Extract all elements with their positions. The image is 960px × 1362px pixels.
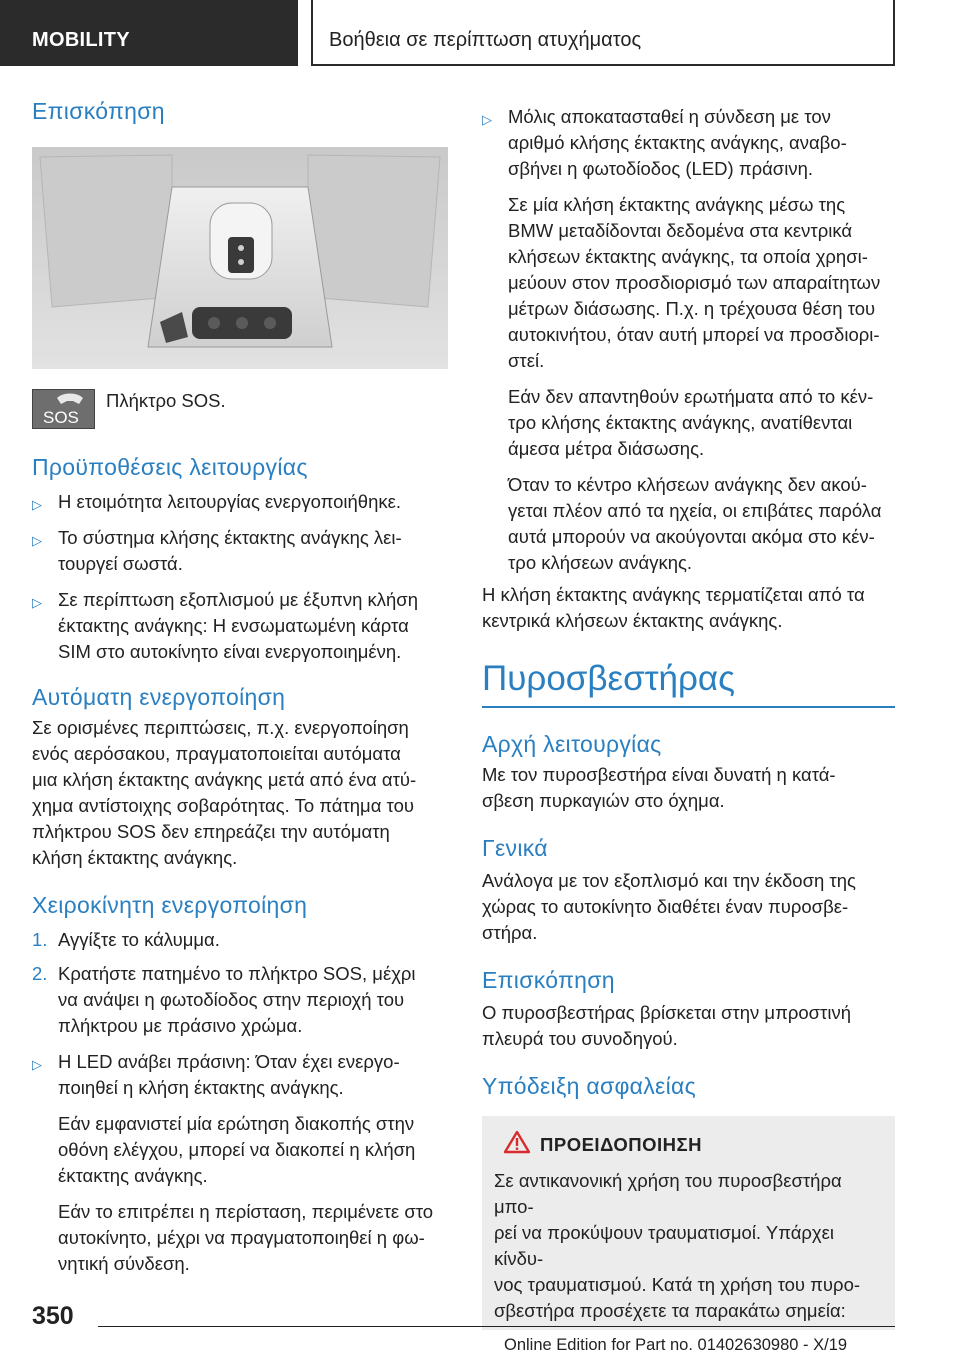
safety-heading: Υπόδειξη ασφαλείας: [482, 1073, 696, 1099]
right-column: [482, 104, 895, 1330]
warning-triangle-icon: [504, 1130, 530, 1161]
auto-activation-heading: Αυτόματη ενεργοποίηση: [32, 684, 286, 710]
warning-box: [482, 1116, 895, 1330]
sos-caption: Πλήκτρο SOS.: [106, 390, 226, 411]
section-label: MOBILITY: [32, 29, 130, 51]
step-item: 1. Αγγίξτε το κάλυμμα.: [32, 929, 220, 950]
roof-console-illustration: [32, 147, 448, 369]
general-text: Ανάλογα με τον εξοπλισμό και την έκδοση της χώρας το αυτοκίνητο διαθέτει έναν πυροσβε- στήρα.: [482, 870, 856, 943]
chapter-label: Βοήθεια σε περίπτωση ατυχήματος: [329, 29, 642, 51]
triangle-bullet-icon: ▷: [32, 1057, 42, 1072]
page-number: 350: [32, 1302, 74, 1330]
step-item: 2. Κρατήστε πατημένο το πλήκτρο SOS, μέχρι να ανάψει η φωτοδίοδος στην περιοχή του πλήκτρου με πράσινο χρώμα.: [32, 963, 416, 1036]
extinguisher-overview-text: Ο πυροσβεστήρας βρίσκεται στην μπροστινή πλευρά του συνοδηγού.: [482, 1002, 852, 1049]
overview-heading: Επισκόπηση: [32, 98, 165, 124]
led-paragraph: Εάν το επιτρέπει η περίσταση, περιμένετε στο αυτοκίνητο, μέχρι να πραγματοποιηθεί η φω- νητική σύνδεση.: [58, 1201, 434, 1274]
prereq-item: ▷ Η ετοιμότητα λειτουργίας ενεργοποιήθηκε.: [32, 489, 448, 515]
triangle-bullet-icon: ▷: [32, 497, 42, 512]
extinguisher-overview-heading: Επισκόπηση: [482, 967, 615, 993]
speaker-paragraph: Όταν το κέντρο κλήσεων ανάγκης δεν ακού- γεται πλέον από τα ηχεία, οι επιβάτες παρόλα αυτά μπορούν να ακούγονται ακόμα στο κέν- τρο κλήσεων ανάγκης.: [508, 474, 882, 573]
left-column: [32, 95, 448, 1277]
edition-text: Online Edition for Part no. 01402630980 - X/19: [504, 1336, 848, 1354]
sos-key-row: [32, 389, 448, 451]
sos-phone-icon: [32, 389, 95, 429]
prereq-item: ▷ Το σύστημα κλήσης έκτακτης ανάγκης λει- τουργεί σωστά.: [32, 527, 402, 574]
connection-bullet: ▷ Μόλις αποκατασταθεί η σύνδεση με τον αριθμό κλήσης έκτακτης ανάγκης, αναβο- σβήνει η φωτοδίοδος (LED) πράσινη.: [482, 106, 847, 179]
svg-text:SOS: SOS: [43, 408, 79, 427]
call-end-text: Η κλήση έκτακτης ανάγκης τερματίζεται από τα κεντρικά κλήσεων έκτακτης ανάγκης.: [482, 584, 865, 631]
triangle-bullet-icon: ▷: [32, 595, 42, 610]
warning-title: ΠΡΟΕΙΔΟΠΟΙΗΣΗ: [494, 1132, 885, 1158]
led-bullet: ▷ Η LED ανάβει πράσινη: Όταν έχει ενεργο- ποιηθεί η κλήση έκτακτης ανάγκης.: [32, 1051, 400, 1098]
auto-activation-text: Σε ορισμένες περιπτώσεις, π.χ. ενεργοποίηση ενός αερόσακου, πραγματοποιείται αυτόματα μια κλήση έκτακτης ανάγκης μετά από ένα ατύ- χημα αντίστοιχης σοβαρότητας. Το πάτημα του πλήκτρου SOS δεν επηρεάζει την αυτόματη κλήση έκτακτης ανάγκης.: [32, 717, 417, 868]
triangle-bullet-icon: ▷: [32, 533, 42, 548]
warning-text: Σε αντικανονική χρήση του πυροσβεστήρα μπο- ρεί να προκύψουν τραυματισμοί. Υπάρχει κίνδυ- νος τραυματισμού. Κατά τη χρήση του πυρο- σβεστήρα προσέχετε τα παρακάτω σημεία:: [494, 1170, 861, 1321]
general-heading: Γενικά: [482, 835, 548, 861]
prereq-item: ▷ Σε περίπτωση εξοπλισμού με έξυπνη κλήση έκτακτης ανάγκης: Η ενσωματωμένη κάρτα SIM στο αυτοκίνητο είναι ενεργοποιημένη.: [32, 589, 419, 662]
section-tab: [0, 0, 298, 66]
triangle-bullet-icon: ▷: [482, 112, 492, 127]
footer-divider: [98, 1326, 895, 1327]
rescue-paragraph: Εάν δεν απαντηθούν ερωτήματα από το κέν- τρο κλήσης έκτακτης ανάγκης, ανατίθενται άμεσα μέτρα διάσωσης.: [508, 386, 874, 459]
page-header: [0, 0, 960, 66]
principle-heading: Αρχή λειτουργίας: [482, 731, 662, 757]
prereq-heading: Προϋποθέσεις λειτουργίας: [32, 454, 308, 480]
data-transfer-paragraph: Σε μία κλήση έκτακτης ανάγκης μέσω της BMW μεταδίδονται δεδομένα στα κεντρικά κλήσεων έκτακτης ανάγκης, τα οποία χρησι- μεύουν στον προσδιορισμό των απαραίτητων μέτρων διάσωσης. Π.χ. η τρέχουσα θέση του αυτοκινήτου, όταν αυτή μπορεί να προσδιορι- στεί.: [508, 194, 881, 371]
led-paragraph: Εάν εμφανιστεί μία ερώτηση διακοπής στην οθόνη ελέγχου, μπορεί να διακοπεί η κλήση έκτακτης ανάγκης.: [58, 1113, 416, 1186]
chapter-tab: [311, 0, 895, 66]
sos-button-photo: [32, 147, 448, 369]
manual-activation-heading: Χειροκίνητη ενεργοποίηση: [32, 892, 308, 918]
extinguisher-heading: Πυροσβεστήρας: [482, 656, 895, 708]
principle-text: Με τον πυροσβεστήρα είναι δυνατή η κατά- σβεση πυρκαγιών στο όχημα.: [482, 764, 836, 811]
